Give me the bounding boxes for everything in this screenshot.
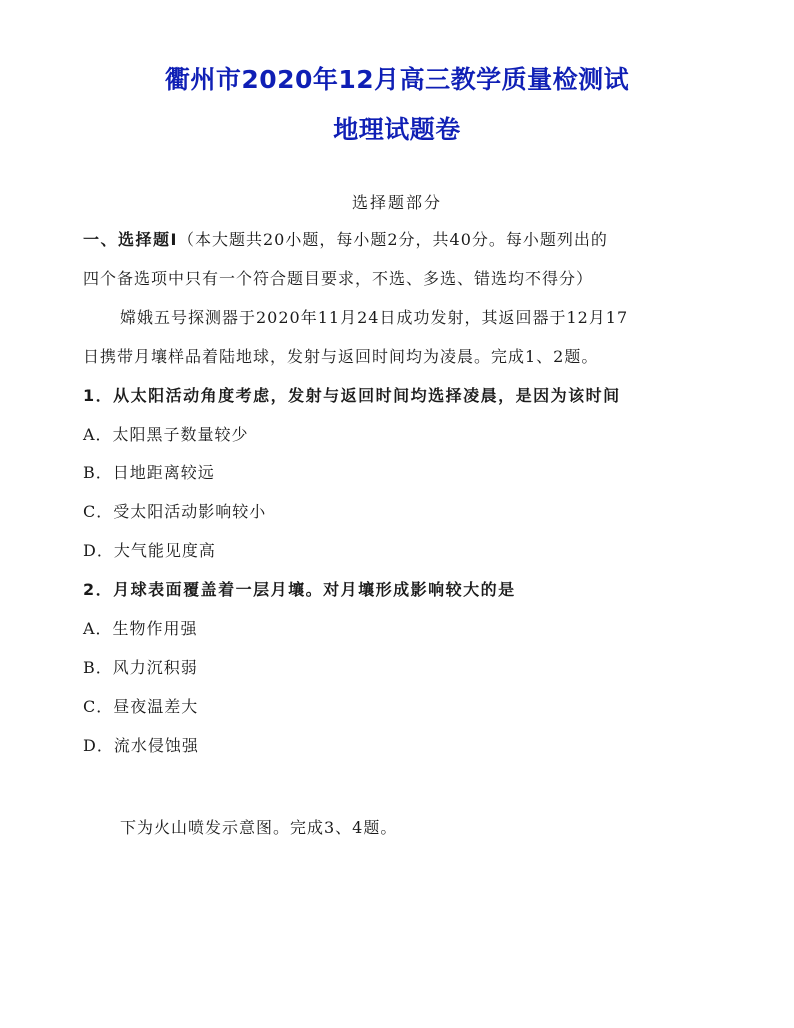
passage-line: 日携带月壤样品着陆地球，发射与返回时间均为凌晨。完成1、2题。 <box>83 347 599 366</box>
question-option: B．日地距离较远 <box>83 463 215 482</box>
question-stem: 2．月球表面覆盖着一层月壤。对月壤形成影响较大的是 <box>83 580 516 599</box>
passage-line: 嫦娥五号探测器于2020年11月24日成功发射，其返回器于12月17 <box>120 308 629 327</box>
question-option: B．风力沉积弱 <box>83 658 198 677</box>
section-label: 选择题部分 <box>351 193 442 212</box>
question-option: A．太阳黑子数量较少 <box>83 425 249 444</box>
part-heading-line <box>83 229 723 251</box>
question-option: D．大气能见度高 <box>83 541 216 560</box>
question-option: A．生物作用强 <box>83 619 198 638</box>
question-option: C．昼夜温差大 <box>83 697 199 716</box>
exam-title: 衢州市2020年12月高三教学质量检测试 <box>164 65 630 94</box>
part-instructions: （本大题共20小题，每小题2分，共40分。每小题列出的 <box>177 230 608 249</box>
passage-line: 下为火山喷发示意图。完成3、4题。 <box>120 818 398 837</box>
question-stem: 1．从太阳活动角度考虑，发射与返回时间均选择凌晨，是因为该时间 <box>83 386 621 405</box>
exam-subtitle: 地理试题卷 <box>333 115 461 144</box>
question-option: D．流水侵蚀强 <box>83 736 199 755</box>
part-heading: 一、选择题Ⅰ <box>83 230 178 249</box>
part-instructions-continued: 四个备选项中只有一个符合题目要求，不选、多选、错选均不得分） <box>83 269 594 288</box>
question-option: C．受太阳活动影响较小 <box>83 502 267 521</box>
